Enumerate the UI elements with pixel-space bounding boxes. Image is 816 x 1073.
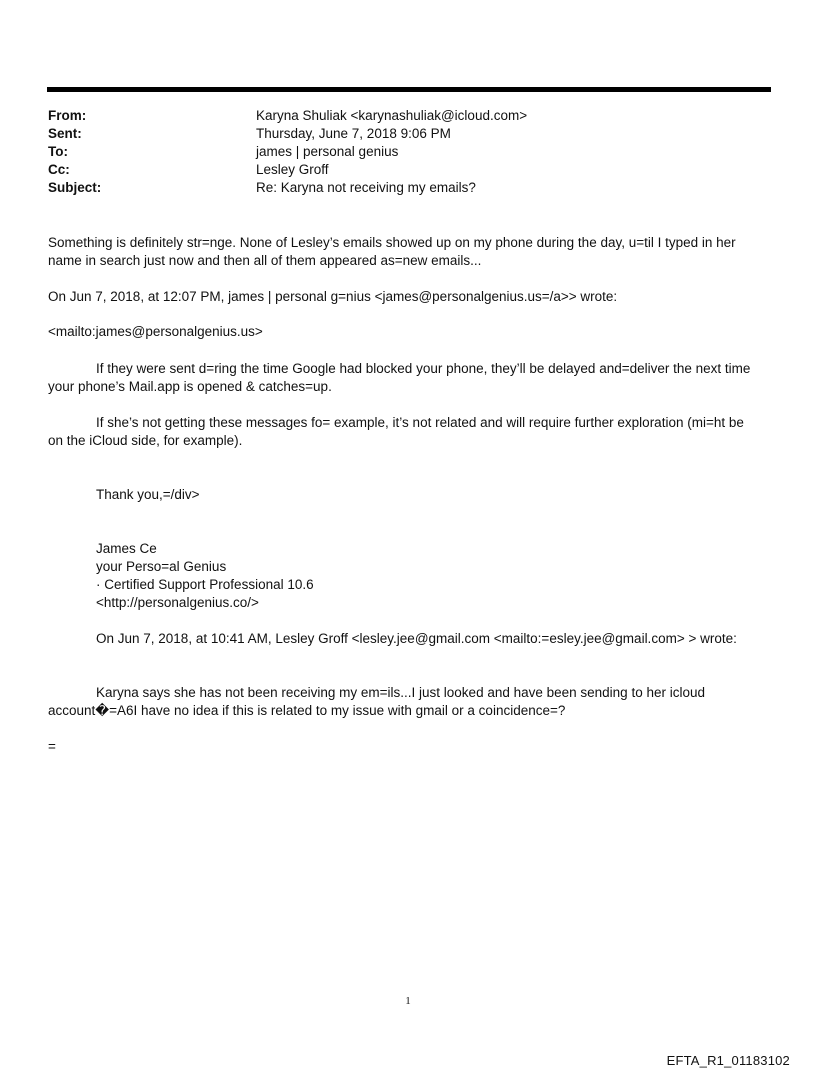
sent-date: Thursday, June 7, 2018 9:06 PM [256, 126, 451, 141]
header-label: Subject: [48, 180, 102, 195]
subject: Re: Karyna not receiving my emails? [256, 180, 476, 195]
body-line: If she’s not getting these messages fo= example, it’s not related and will require further exploration (mi=ht be [96, 415, 744, 430]
quote-header: On Jun 7, 2018, at 10:41 AM, Lesley Groff <lesley.jee@gmail.com <mailto:=esley.jee@gmail.com> > wrote: [96, 631, 737, 646]
mailto-line: <mailto:james@personalgenius.us> [48, 324, 263, 339]
signature-url: <http://personalgenius.co/> [96, 595, 259, 610]
header-label: Cc: [48, 162, 70, 177]
body-line: on the iCloud side, for example). [48, 433, 243, 448]
header-sent [48, 125, 768, 143]
recipient: james | personal genius [256, 144, 399, 159]
header-label: Sent: [48, 126, 82, 141]
cc-recipient: Lesley Groff [256, 162, 329, 177]
header-label: To: [48, 144, 68, 159]
header-divider [47, 87, 771, 92]
signature-title: your Perso=al Genius [96, 559, 227, 574]
page-number: 1 [405, 995, 411, 1007]
header-label: From: [48, 108, 87, 123]
signature-certification: · Certified Support Professional 10.6 [96, 577, 314, 592]
body-line: your phone’s Mail.app is opened & catches=up. [48, 379, 332, 394]
body-line: If they were sent d=ring the time Google had blocked your phone, they’ll be delayed and=deliver the next time [96, 361, 751, 376]
body-line: name in search just now and then all of them appeared as=new emails... [48, 253, 482, 268]
header-to [48, 143, 768, 161]
body-line: account�=A6I have no idea if this is related to my issue with gmail or a coincidence=? [48, 703, 566, 718]
signature-name: James Ce [96, 541, 157, 556]
trailing-char: = [48, 739, 56, 754]
sender: Karyna Shuliak <karynashuliak@icloud.com> [256, 108, 528, 123]
body-line: Karyna says she has not been receiving my em=ils...I just looked and have been sending to her icloud [96, 685, 705, 700]
body-line: Something is definitely str=nge. None of Lesley’s emails showed up on my phone during the day, u=til I typed in her [48, 235, 736, 250]
document-id: EFTA_R1_01183102 [666, 1053, 790, 1068]
email-header [48, 107, 768, 197]
quote-header: On Jun 7, 2018, at 12:07 PM, james | personal g=nius <james@personalgenius.us=/a>> wrote: [48, 289, 618, 304]
header-subject [48, 179, 768, 197]
header-cc [48, 161, 768, 179]
header-from [48, 107, 768, 125]
sign-off: Thank you,=/div> [96, 487, 200, 502]
